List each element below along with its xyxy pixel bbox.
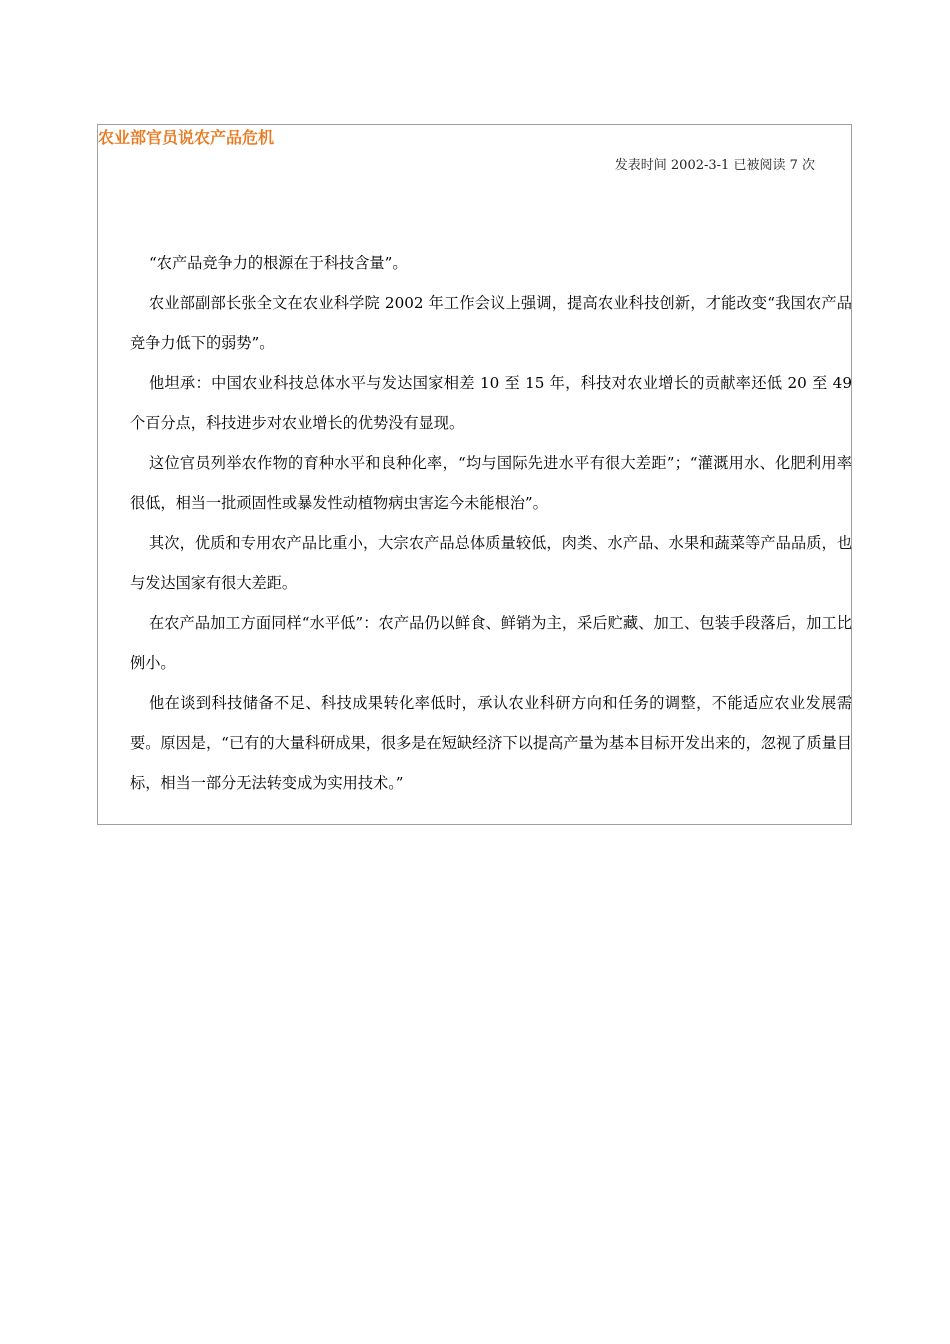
article-title: 农业部官员说农产品危机 bbox=[98, 128, 275, 147]
publish-meta: 发表时间 2002-3-1 已被阅读 7 次 bbox=[614, 158, 815, 173]
paragraph: 他坦承：中国农业科技总体水平与发达国家相差 10 至 15 年，科技对农业增长的贡献率还低 20 至 49 个百分点，科技进步对农业增长的优势没有显现。 bbox=[130, 374, 852, 432]
paragraph: 他在谈到科技储备不足、科技成果转化率低时，承认农业科研方向和任务的调整，不能适应农业发展需要。原因是，“已有的大量科研成果，很多是在短缺经济下以提高产量为基本目标开发出来的，忽视了质量目标，相当一部分无法转变成为实用技术。” bbox=[130, 694, 852, 792]
paragraph: 在农产品加工方面同样“水平低”：农产品仍以鲜食、鲜销为主，采后贮藏、加工、包装手段落后，加工比例小。 bbox=[130, 614, 852, 672]
article-frame bbox=[97, 124, 852, 825]
article-body bbox=[130, 243, 852, 803]
paragraph: 这位官员列举农作物的育种水平和良种化率，“均与国际先进水平有很大差距”；“灌溉用水、化肥利用率很低，相当一批顽固性或暴发性动植物病虫害迄今未能根治”。 bbox=[130, 454, 852, 512]
paragraph: “农产品竞争力的根源在于科技含量”。 bbox=[149, 254, 408, 272]
paragraph: 农业部副部长张全文在农业科学院 2002 年工作会议上强调，提高农业科技创新，才能改变“我国农产品竞争力低下的弱势”。 bbox=[130, 294, 852, 352]
paragraph: 其次，优质和专用农产品比重小，大宗农产品总体质量较低，肉类、水产品、水果和蔬菜等产品品质，也与发达国家有很大差距。 bbox=[130, 534, 852, 592]
